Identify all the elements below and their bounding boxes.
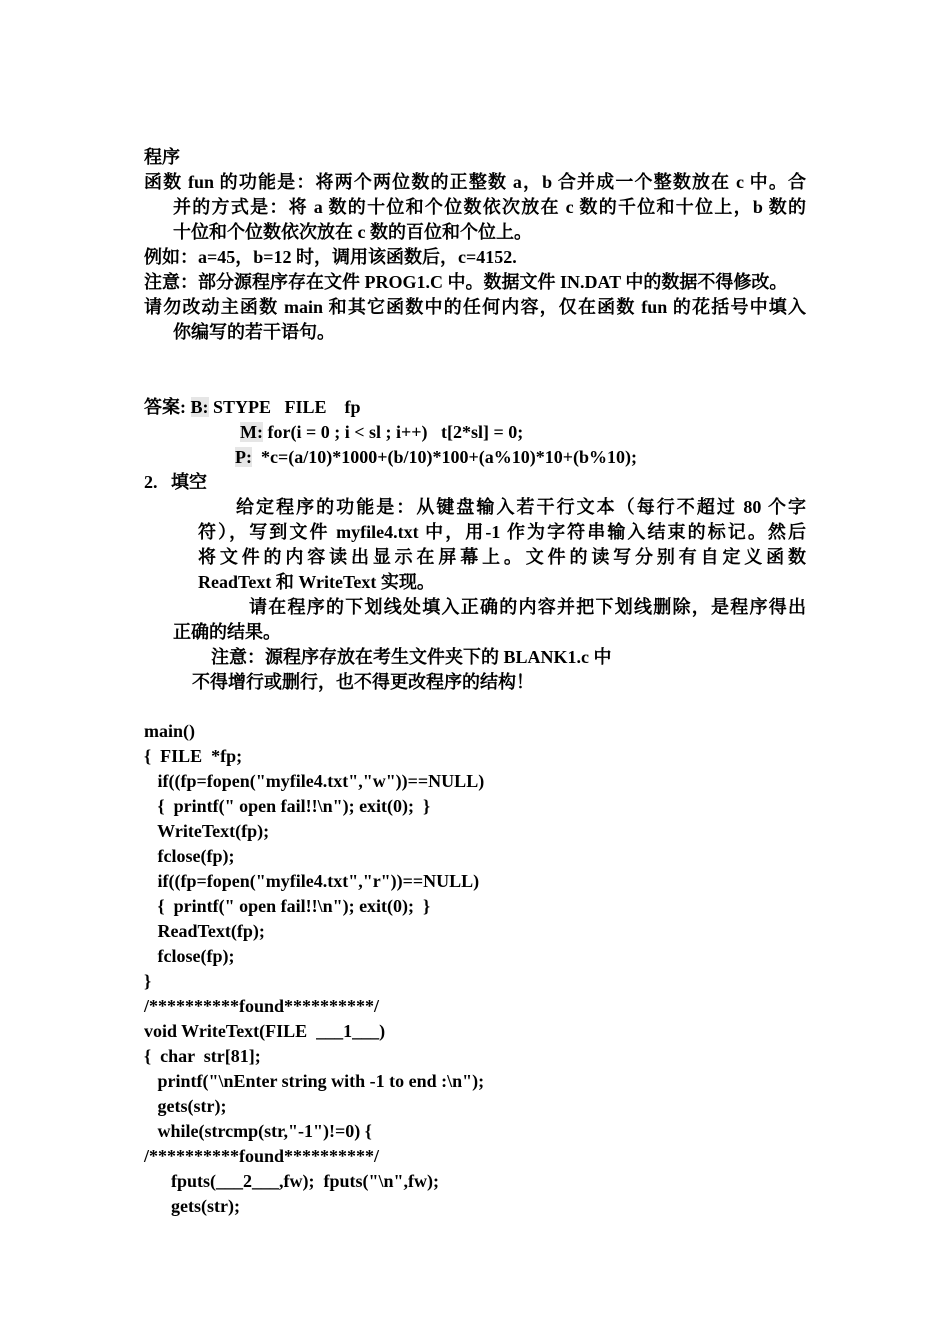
answer-line-b [144, 396, 361, 418]
problem-desc-line-2: 并的方式是：将 a 数的十位和个位数依次放在 c 数的千位和十位上，b 数的 [173, 197, 806, 217]
code-line: main() [144, 721, 195, 741]
code-line: if((fp=fopen("myfile4.txt","r"))==NULL) [144, 871, 480, 891]
answer-line-p [235, 446, 637, 468]
code-line: fputs(___2___,fw); fputs("\n",fw); [144, 1171, 439, 1191]
answer-line-m [240, 421, 523, 443]
code-line: fclose(fp); [144, 846, 235, 866]
code-line: WriteText(fp); [144, 821, 270, 841]
code-line: if((fp=fopen("myfile4.txt","w"))==NULL) [144, 771, 485, 791]
code-line: /**********found**********/ [144, 996, 380, 1016]
problem-note: 注意：部分源程序存在文件 PROG1.C 中。数据文件 IN.DAT 中的数据不得修改。 [144, 272, 788, 292]
code-line: { FILE *fp; [144, 746, 243, 766]
code-line: while(strcmp(str,"-1")!=0) { [144, 1121, 372, 1141]
section-2-note-line-1: 注意：源程序存放在考生文件夹下的 BLANK1.c 中 [211, 647, 612, 667]
code-line: printf("\nEnter string with -1 to end :\n"); [144, 1071, 485, 1091]
problem-desc-line-3: 十位和个位数依次放在 c 数的百位和个位上。 [173, 222, 532, 242]
code-line: { printf(" open fail!!\n"); exit(0); } [144, 796, 431, 816]
answer-prefix: 答案: [144, 397, 191, 417]
answer-p-label: P: [235, 447, 252, 467]
problem-instruction-line-1: 请勿改动主函数 main 和其它函数中的任何内容，仅在函数 fun 的花括号中填入 [144, 297, 806, 317]
answer-m-text: for(i = 0 ; i < sl ; i++) t[2*sl] = 0; [262, 422, 524, 442]
code-line: } [144, 971, 152, 991]
section-2-note-line-2: 不得增行或删行，也不得更改程序的结构！ [192, 672, 534, 692]
problem-instruction-line-2: 你编写的若干语句。 [173, 322, 335, 342]
code-line: fclose(fp); [144, 946, 235, 966]
answer-p-text: *c=(a/10)*1000+(b/10)*100+(a%10)*10+(b%10); [252, 447, 637, 467]
answer-b-label: B: [190, 397, 209, 417]
section-2-para-2-line-1: 请在程序的下划线处填入正确的内容并把下划线删除，是程序得出 [249, 597, 806, 617]
problem-desc-line-1: 函数 fun 的功能是：将两个两位数的正整数 a，b 合并成一个整数放在 c 中。合 [144, 172, 806, 192]
problem-example: 例如：a=45，b=12 时，调用该函数后，c=4152. [144, 247, 517, 267]
code-line: gets(str); [144, 1196, 240, 1216]
answer-m-label: M: [240, 422, 263, 442]
section-2-para-1-line-2: 符），写到文件 myfile4.txt 中，用-1 作为字符串输入结束的标记。然后 [198, 522, 806, 542]
code-line: void WriteText(FILE ___1___) [144, 1021, 386, 1041]
problem-heading: 程序 [144, 147, 180, 167]
answer-b-text: STYPE FILE fp [208, 397, 361, 417]
section-2-para-1-line-3: 将文件的内容读出显示在屏幕上。文件的读写分别有自定义函数 [198, 547, 806, 567]
section-2-title: 2. 填空 [144, 472, 207, 492]
code-line: { printf(" open fail!!\n"); exit(0); } [144, 896, 431, 916]
section-2-para-2-line-2: 正确的结果。 [173, 622, 281, 642]
code-line: ReadText(fp); [144, 921, 265, 941]
code-line: { char str[81]; [144, 1046, 261, 1066]
code-line: gets(str); [144, 1096, 227, 1116]
section-2-para-1-line-4: ReadText 和 WriteText 实现。 [198, 572, 435, 592]
code-line: /**********found**********/ [144, 1146, 380, 1166]
section-2-para-1-line-1: 给定程序的功能是：从键盘输入若干行文本（每行不超过 80 个字 [236, 497, 806, 517]
